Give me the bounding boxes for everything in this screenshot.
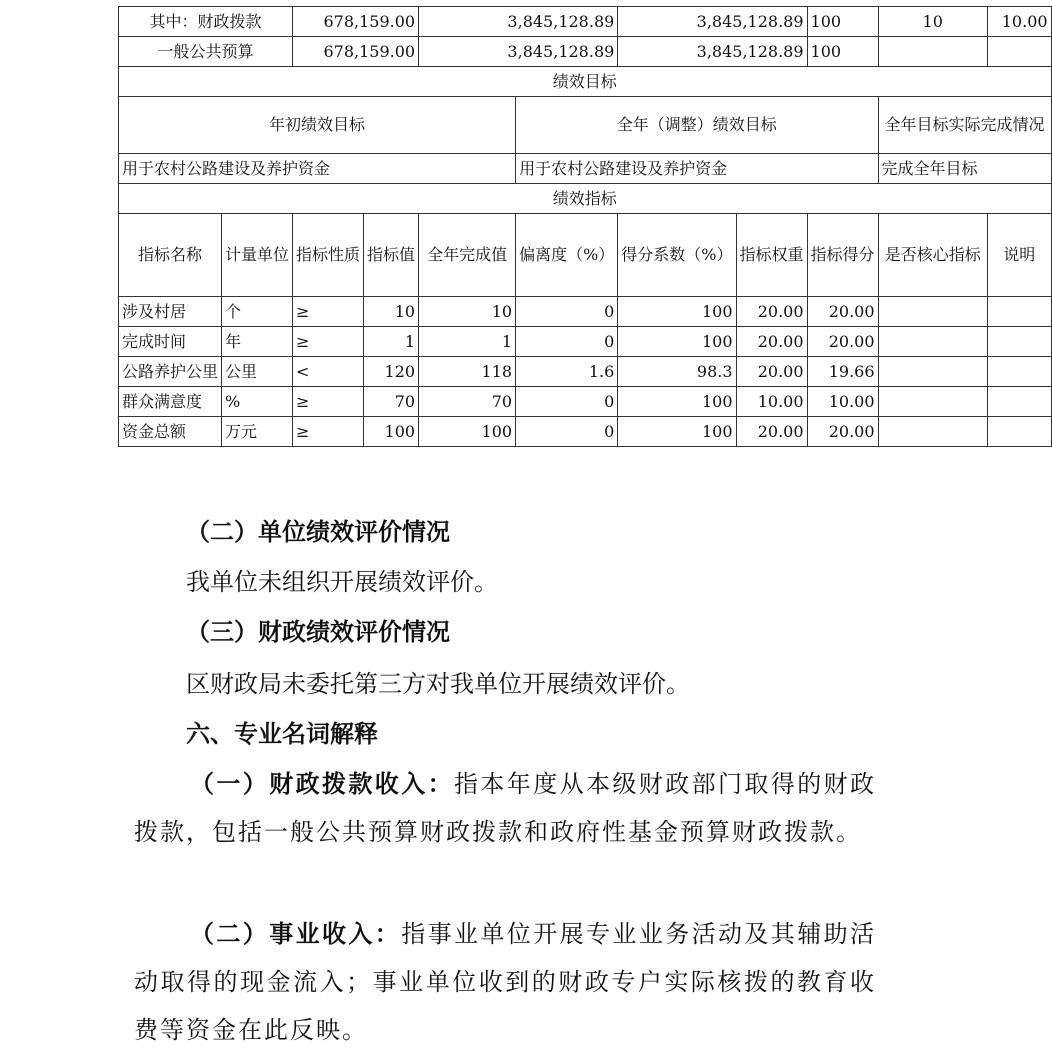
indicator-cell — [878, 357, 987, 387]
indicator-header: 指标性质 — [293, 214, 364, 297]
indicator-cell: 20.00 — [736, 417, 807, 447]
indicator-cell: 19.66 — [807, 357, 878, 387]
indicator-cell: 20.00 — [736, 357, 807, 387]
indicator-cell: 70 — [419, 387, 516, 417]
fund-cell — [878, 37, 987, 67]
indicator-cell: 群众满意度 — [119, 387, 222, 417]
fund-cell: 3,845,128.89 — [618, 7, 807, 37]
fund-cell: 678,159.00 — [293, 37, 419, 67]
indicator-cell: 个 — [222, 297, 293, 327]
indicator-header: 全年完成值 — [419, 214, 516, 297]
indicator-cell: 100 — [618, 417, 736, 447]
fund-row — [119, 37, 1052, 67]
indicator-cell — [878, 327, 987, 357]
indicator-cell: 万元 — [222, 417, 293, 447]
indicator-header: 计量单位 — [222, 214, 293, 297]
indicator-header: 指标得分 — [807, 214, 878, 297]
term-label: （一）财政拨款收入： — [190, 769, 454, 798]
indicator-cell: 0 — [516, 417, 618, 447]
indicator-header: 说明 — [987, 214, 1051, 297]
goal-header: 年初绩效目标 — [119, 97, 516, 154]
paragraph-unit-evaluation: 我单位未组织开展绩效评价。 — [186, 568, 498, 596]
paragraph-fiscal-evaluation: 区财政局未委托第三方对我单位开展绩效评价。 — [186, 670, 690, 698]
heading-terms: 六、专业名词解释 — [186, 720, 378, 748]
indicators-title-row — [119, 184, 1052, 214]
indicator-cell: 年 — [222, 327, 293, 357]
goal-header: 全年（调整）绩效目标 — [516, 97, 878, 154]
indicator-cell — [987, 297, 1051, 327]
indicator-cell: ≥ — [293, 387, 364, 417]
indicator-cell: 10 — [419, 297, 516, 327]
goals-title: 绩效目标 — [119, 67, 1052, 97]
fund-cell: 10 — [878, 7, 987, 37]
indicator-cell: 公里 — [222, 357, 293, 387]
indicator-cell: 100 — [618, 387, 736, 417]
indicators-title: 绩效指标 — [119, 184, 1052, 214]
fund-cell: 10.00 — [987, 7, 1051, 37]
indicator-row — [119, 357, 1052, 387]
goal-value: 完成全年目标 — [878, 154, 1051, 184]
term-business-income — [134, 910, 876, 1054]
indicator-cell: 1 — [419, 327, 516, 357]
indicator-cell: 10.00 — [807, 387, 878, 417]
indicator-cell: 1.6 — [516, 357, 618, 387]
indicator-header: 得分系数（%） — [618, 214, 736, 297]
indicator-cell: 0 — [516, 297, 618, 327]
indicator-cell: 20.00 — [807, 417, 878, 447]
fund-cell: 100 — [807, 7, 878, 37]
heading-fiscal-evaluation: （三）财政绩效评价情况 — [186, 617, 450, 646]
performance-table — [118, 6, 1052, 447]
indicator-cell: 1 — [364, 327, 419, 357]
fund-cell: 3,845,128.89 — [618, 37, 807, 67]
indicator-header: 指标值 — [364, 214, 419, 297]
term-body: 指本年度从本级财政部门取得的财政拨款，包括一般公共预算财政拨款和政府性基金预算财政拨款。 — [134, 770, 876, 846]
goal-value: 用于农村公路建设及养护资金 — [516, 154, 878, 184]
indicator-cell: < — [293, 357, 364, 387]
indicator-cell: ≥ — [293, 297, 364, 327]
indicator-row — [119, 327, 1052, 357]
goal-value-row — [119, 154, 1052, 184]
indicator-rows — [119, 297, 1052, 447]
indicator-cell: 0 — [516, 327, 618, 357]
goal-header: 全年目标实际完成情况 — [878, 97, 1051, 154]
fund-cell: 678,159.00 — [293, 7, 419, 37]
indicator-cell: 0 — [516, 387, 618, 417]
indicator-cell: 资金总额 — [119, 417, 222, 447]
indicator-header: 指标权重 — [736, 214, 807, 297]
indicator-cell: 98.3 — [618, 357, 736, 387]
indicator-row — [119, 387, 1052, 417]
indicator-cell: 10 — [364, 297, 419, 327]
indicator-cell — [987, 417, 1051, 447]
indicator-cell: ≥ — [293, 417, 364, 447]
heading-unit-evaluation: （二）单位绩效评价情况 — [186, 517, 450, 546]
indicator-cell: 100 — [618, 297, 736, 327]
indicator-header: 偏离度（%） — [516, 214, 618, 297]
indicator-cell — [878, 297, 987, 327]
fund-cell — [987, 37, 1051, 67]
goals-title-row — [119, 67, 1052, 97]
term-label: （二）事业收入： — [190, 919, 402, 948]
term-financial-appropriation — [134, 760, 876, 856]
indicator-row — [119, 417, 1052, 447]
indicator-row — [119, 297, 1052, 327]
indicator-cell: 100 — [364, 417, 419, 447]
indicator-cell: 20.00 — [736, 327, 807, 357]
indicator-cell: 118 — [419, 357, 516, 387]
indicator-cell: 20.00 — [807, 327, 878, 357]
fund-row-label: 一般公共预算 — [119, 37, 293, 67]
fund-cell: 100 — [807, 37, 878, 67]
indicator-cell — [987, 387, 1051, 417]
indicator-cell: 70 — [364, 387, 419, 417]
indicator-cell — [878, 417, 987, 447]
indicator-cell: 完成时间 — [119, 327, 222, 357]
indicator-cell: ≥ — [293, 327, 364, 357]
indicator-cell: 公路养护公里 — [119, 357, 222, 387]
indicator-cell — [987, 357, 1051, 387]
indicator-header-row — [119, 214, 1052, 297]
indicator-cell: 涉及村居 — [119, 297, 222, 327]
indicator-cell — [878, 387, 987, 417]
indicator-cell: 20.00 — [736, 297, 807, 327]
indicator-cell: 100 — [419, 417, 516, 447]
indicator-cell — [987, 327, 1051, 357]
fund-row — [119, 7, 1052, 37]
indicator-cell: 120 — [364, 357, 419, 387]
fund-row-label: 其中：财政拨款 — [119, 7, 293, 37]
indicator-cell: 10.00 — [736, 387, 807, 417]
indicator-cell: % — [222, 387, 293, 417]
indicator-header: 是否核心指标 — [878, 214, 987, 297]
goal-header-row — [119, 97, 1052, 154]
indicator-cell: 20.00 — [807, 297, 878, 327]
goal-value: 用于农村公路建设及养护资金 — [119, 154, 516, 184]
indicator-cell: 100 — [618, 327, 736, 357]
term-body: 指事业单位开展专业业务活动及其辅助活动取得的现金流入；事业单位收到的财政专户实际核拨的教育收费等资金在此反映。 — [134, 920, 877, 1044]
fund-cell: 3,845,128.89 — [419, 37, 618, 67]
fund-cell: 3,845,128.89 — [419, 7, 618, 37]
indicator-header: 指标名称 — [119, 214, 222, 297]
